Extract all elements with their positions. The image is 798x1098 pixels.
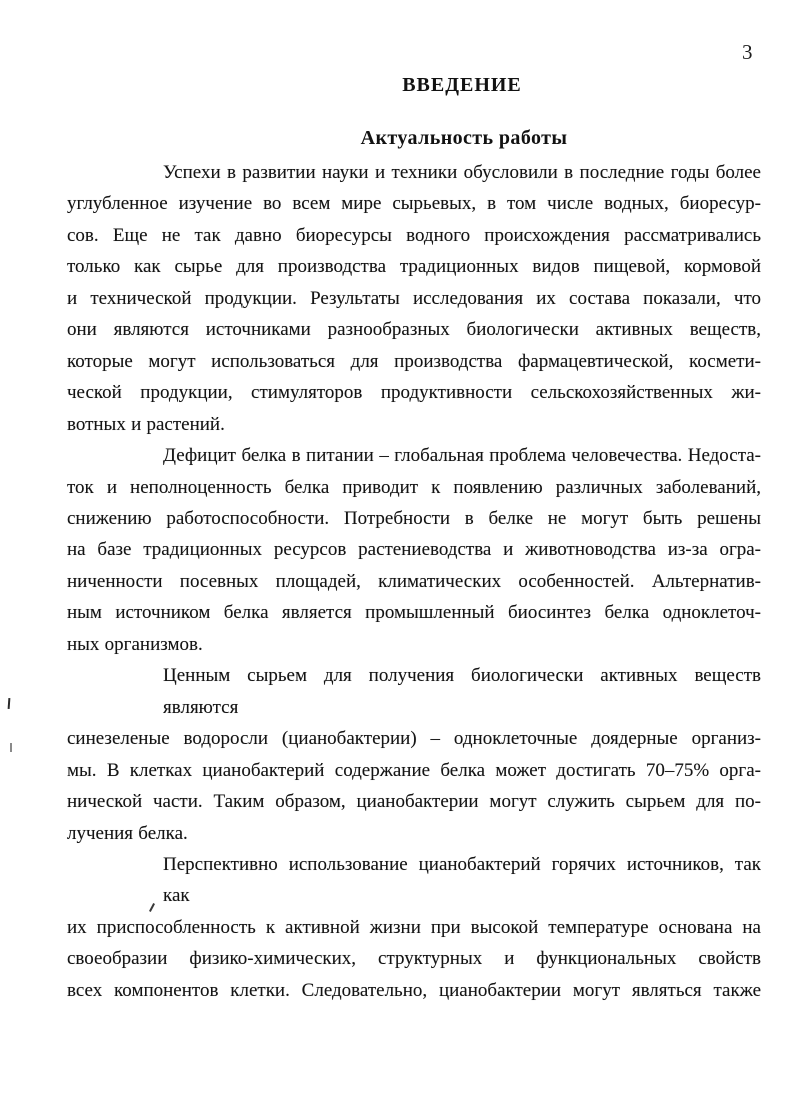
scan-speckle xyxy=(10,743,12,752)
text-line: углубленное изучение во всем мире сырьевых, в том числе водных, биоресур- xyxy=(67,193,761,215)
paragraph xyxy=(67,157,761,440)
text-line: синезеленые водоросли (цианобактерии) – одноклеточные доядерные организ- xyxy=(67,728,761,750)
body-text xyxy=(67,157,761,1006)
text-line: нической части. Таким образом, цианобактерии могут служить сырьем для по- xyxy=(67,791,761,813)
paragraph xyxy=(67,440,761,660)
text-line: они являются источниками разнообразных биологически активных веществ, xyxy=(67,319,761,341)
text-line: на базе традиционных ресурсов растениеводства и животноводства из-за огра- xyxy=(67,539,761,561)
section-title: ВВЕДЕНИЕ xyxy=(402,74,522,96)
text-line: и технической продукции. Результаты исследования их состава показали, что xyxy=(67,287,761,309)
text-line: лучения белка. xyxy=(67,822,188,844)
scan-speckle xyxy=(8,698,11,709)
page-number: 3 xyxy=(742,40,753,64)
text-line: сов. Еще не так давно биоресурсы водного происхождения рассматривались xyxy=(67,224,761,246)
text-line: всех компонентов клетки. Следовательно, цианобактерии могут являться также xyxy=(67,979,761,1001)
text-line: их приспособленность к активной жизни при высокой температуре основана на xyxy=(67,916,761,938)
text-line: Ценным сырьем для получения биологически активных веществ являются xyxy=(163,665,761,718)
text-line: ческой продукции, стимуляторов продуктивности сельскохозяйственных жи- xyxy=(67,382,761,404)
text-line: снижению работоспособности. Потребности в белке не могут быть решены xyxy=(67,507,761,529)
text-line: Перспективно использование цианобактерий горячих источников, так как xyxy=(163,853,761,907)
text-line: ных организмов. xyxy=(67,633,203,655)
text-line: только как сырье для производства традиционных видов пищевой, кормовой xyxy=(67,256,761,278)
text-line: которые могут использоваться для производства фармацевтической, космети- xyxy=(67,350,761,372)
text-line: своеобразии физико-химических, структурных и функциональных свойств xyxy=(67,948,761,970)
subsection-title: Актуальность работы xyxy=(360,127,568,149)
text-line: Успехи в развитии науки и техники обусловили в последние годы более xyxy=(163,162,761,183)
paragraph xyxy=(67,849,761,1006)
text-line: вотных и растений. xyxy=(67,413,225,435)
paragraph xyxy=(67,660,761,849)
text-line: ток и неполноценность белка приводит к появлению различных заболеваний, xyxy=(67,476,761,498)
text-line: ным источником белка является промышленный биосинтез белка одноклеточ- xyxy=(67,602,761,624)
text-line: Дефицит белка в питании – глобальная проблема человечества. Недоста- xyxy=(163,445,761,467)
text-line: мы. В клетках цианобактерий содержание белка может достигать 70–75% орга- xyxy=(67,759,761,781)
text-line: ниченности посевных площадей, климатических особенностей. Альтернатив- xyxy=(67,570,761,592)
